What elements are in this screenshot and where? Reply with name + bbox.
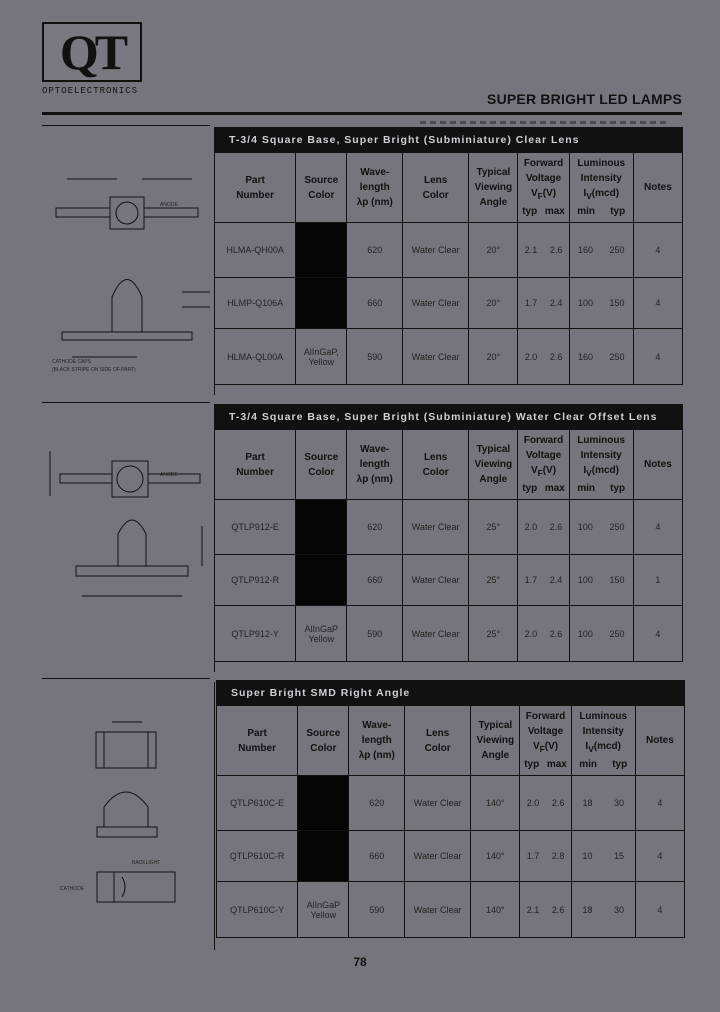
col-header-part: Part Number xyxy=(217,706,298,776)
source-color xyxy=(296,223,347,278)
lens-color-value: Water Clear xyxy=(403,223,469,278)
luminous-intensity-value: 100 250 xyxy=(569,500,633,555)
col-header-forward-voltage: Forward Voltage $V_F(V)$ typ max xyxy=(520,706,571,776)
col-header-wavelength: Wave- length λp (nm) xyxy=(349,706,405,776)
col-header-wavelength: Wave- length λp (nm) xyxy=(347,430,403,500)
forward-voltage-value: 2.0 2.6 xyxy=(518,500,569,555)
part-number: HLMA-QL00A xyxy=(215,329,296,385)
page-number: 78 xyxy=(353,955,367,969)
company-logo xyxy=(42,22,146,104)
luminous-intensity-value: 160 250 xyxy=(569,223,633,278)
col-header-notes: Notes xyxy=(633,153,682,223)
notes-value: 4 xyxy=(633,223,682,278)
notes-value: 4 xyxy=(635,831,684,882)
drawing-svg xyxy=(42,682,214,950)
notes-value: 4 xyxy=(633,606,682,662)
forward-voltage-value: 1.7 2.8 xyxy=(520,831,571,882)
col-header-notes: Notes xyxy=(635,706,684,776)
lens-color-value: Water Clear xyxy=(405,882,471,938)
subheader-min: min xyxy=(579,759,598,770)
document-title: SUPER BRIGHT LED LAMPS xyxy=(487,91,682,107)
col-header-luminous-intensity: Luminous Intensity $I_V(mcd)$ min typ xyxy=(569,430,633,500)
spec-table-section-1 xyxy=(214,127,683,385)
source-color: AlInGaP Yellow xyxy=(298,882,349,938)
subheader-min: min xyxy=(577,206,596,217)
viewing-angle-value: 20° xyxy=(469,278,518,329)
lens-color-value: Water Clear xyxy=(403,555,469,606)
forward-voltage-value: 2.1 2.6 xyxy=(520,882,571,938)
table-row xyxy=(217,776,685,831)
notes-value: 4 xyxy=(633,500,682,555)
package-drawing-t34-clear xyxy=(42,127,215,395)
section-divider xyxy=(42,402,210,403)
notes-value: 1 xyxy=(633,555,682,606)
col-header-lens: Lens Color xyxy=(405,706,471,776)
part-number: HLMA-QH00A xyxy=(215,223,296,278)
col-header-part: Part Number xyxy=(215,430,296,500)
source-color xyxy=(298,831,349,882)
section-divider xyxy=(42,678,210,679)
forward-voltage-value: 2.0 2.6 xyxy=(518,606,569,662)
notes-value: 4 xyxy=(635,882,684,938)
table-row xyxy=(215,329,683,385)
lens-color-value: Water Clear xyxy=(403,329,469,385)
part-number: QTLP912-E xyxy=(215,500,296,555)
section-divider xyxy=(42,125,210,126)
viewing-angle-value: 20° xyxy=(469,223,518,278)
viewing-angle-value: 140° xyxy=(471,831,520,882)
col-header-viewing-angle: Typical Viewing Angle xyxy=(469,153,518,223)
col-header-forward-voltage: Forward Voltage $V_F(V)$ typ max xyxy=(518,153,569,223)
part-number: QTLP912-Y xyxy=(215,606,296,662)
wavelength-value: 620 xyxy=(347,500,403,555)
notes-value: 4 xyxy=(633,329,682,385)
section-title: T-3/4 Square Base, Super Bright (Subminiature) Clear Lens xyxy=(215,128,683,153)
col-header-forward-voltage: Forward Voltage $V_F(V)$ typ max xyxy=(518,430,569,500)
table-row xyxy=(217,831,685,882)
header-rule xyxy=(42,112,682,115)
scan-noise xyxy=(420,121,670,124)
section-title: T-3/4 Square Base, Super Bright (Subminiature) Water Clear Offset Lens xyxy=(215,405,683,430)
part-number: QTLP610C-Y xyxy=(217,882,298,938)
anode-label: ANODE xyxy=(160,472,178,478)
part-number: QTLP610C-R xyxy=(217,831,298,882)
package-drawing-smd xyxy=(42,682,215,950)
lens-color-value: Water Clear xyxy=(405,831,471,882)
part-number: QTLP912-R xyxy=(215,555,296,606)
source-color xyxy=(298,776,349,831)
lens-color-value: Water Clear xyxy=(405,776,471,831)
col-header-source: Source Color xyxy=(298,706,349,776)
luminous-intensity-value: 100 150 xyxy=(569,555,633,606)
viewing-angle-value: 140° xyxy=(471,776,520,831)
table-row xyxy=(217,882,685,938)
cathode-caps-label: CATHODE CAPS xyxy=(52,359,92,365)
col-header-lens: Lens Color xyxy=(403,153,469,223)
viewing-angle-value: 140° xyxy=(471,882,520,938)
forward-voltage-value: 2.0 2.6 xyxy=(518,329,569,385)
table-row xyxy=(215,500,683,555)
logo-mark: QT xyxy=(42,22,142,82)
notes-value: 4 xyxy=(633,278,682,329)
viewing-angle-value: 20° xyxy=(469,329,518,385)
wavelength-value: 620 xyxy=(349,776,405,831)
col-header-luminous-intensity: Luminous Intensity $I_V(mcd)$ min typ xyxy=(571,706,635,776)
backlight-label: BACKLIGHT xyxy=(132,860,161,866)
viewing-angle-value: 25° xyxy=(469,555,518,606)
table-row xyxy=(215,606,683,662)
subheader-typ: typ xyxy=(610,206,626,217)
logo-subtitle: OPTOELECTRONICS xyxy=(42,86,139,96)
lens-color-value: Water Clear xyxy=(403,500,469,555)
lens-color-value: Water Clear xyxy=(403,606,469,662)
subheader-max: max xyxy=(546,759,567,770)
viewing-angle-value: 25° xyxy=(469,500,518,555)
subheader-min: min xyxy=(577,483,595,494)
wavelength-value: 590 xyxy=(349,882,405,938)
luminous-intensity-value: 100 150 xyxy=(569,278,633,329)
col-header-wavelength: Wave- length λp (nm) xyxy=(347,153,403,223)
part-number: QTLP610C-E xyxy=(217,776,298,831)
subheader-typ: typ xyxy=(524,759,540,770)
lens-color-value: Water Clear xyxy=(403,278,469,329)
wavelength-value: 620 xyxy=(347,223,403,278)
subheader-typ: typ xyxy=(522,483,538,494)
wavelength-value: 660 xyxy=(347,278,403,329)
col-header-source: Source Color xyxy=(296,430,347,500)
subheader-max: max xyxy=(544,206,565,217)
drawing-svg xyxy=(42,406,214,672)
source-color: AlInGaP, Yellow xyxy=(296,329,347,385)
wavelength-value: 660 xyxy=(349,831,405,882)
section-title: Super Bright SMD Right Angle xyxy=(217,681,685,706)
luminous-intensity-value: 100 250 xyxy=(569,606,633,662)
col-header-part: Part Number xyxy=(215,153,296,223)
table-row xyxy=(215,223,683,278)
subheader-typ: typ xyxy=(612,759,628,770)
package-drawing-t34-offset xyxy=(42,406,215,672)
source-color: AlInGaP Yellow xyxy=(296,606,347,662)
cathode-label: CATHODE xyxy=(60,886,85,892)
col-header-luminous-intensity: Luminous Intensity $I_V(mcd)$ min typ xyxy=(569,153,633,223)
subheader-max: max xyxy=(544,483,565,494)
table-row xyxy=(215,278,683,329)
subheader-typ: typ xyxy=(522,206,538,217)
wavelength-value: 590 xyxy=(347,606,403,662)
table-row xyxy=(215,555,683,606)
col-header-viewing-angle: Typical Viewing Angle xyxy=(469,430,518,500)
col-header-lens: Lens Color xyxy=(403,430,469,500)
cathode-note-label: (BLACK STRIPE ON SIDE OF PART) xyxy=(52,367,136,373)
wavelength-value: 660 xyxy=(347,555,403,606)
source-color xyxy=(296,500,347,555)
forward-voltage-value: 1.7 2.4 xyxy=(518,278,569,329)
luminous-intensity-value: 10 15 xyxy=(571,831,635,882)
spec-table-section-3 xyxy=(216,680,685,938)
drawing-svg xyxy=(42,127,214,395)
luminous-intensity-value: 18 30 xyxy=(571,776,635,831)
anode-label: ANODE xyxy=(160,202,178,208)
forward-voltage-value: 2.0 2.6 xyxy=(520,776,571,831)
spec-table-section-2 xyxy=(214,404,683,662)
forward-voltage-value: 2.1 2.6 xyxy=(518,223,569,278)
col-header-viewing-angle: Typical Viewing Angle xyxy=(471,706,520,776)
luminous-intensity-value: 160 250 xyxy=(569,329,633,385)
wavelength-value: 590 xyxy=(347,329,403,385)
source-color xyxy=(296,555,347,606)
viewing-angle-value: 25° xyxy=(469,606,518,662)
subheader-typ: typ xyxy=(610,483,626,494)
luminous-intensity-value: 18 30 xyxy=(571,882,635,938)
forward-voltage-value: 1.7 2.4 xyxy=(518,555,569,606)
col-header-notes: Notes xyxy=(633,430,682,500)
part-number: HLMP-Q106A xyxy=(215,278,296,329)
source-color xyxy=(296,278,347,329)
col-header-source: Source Color xyxy=(296,153,347,223)
notes-value: 4 xyxy=(635,776,684,831)
